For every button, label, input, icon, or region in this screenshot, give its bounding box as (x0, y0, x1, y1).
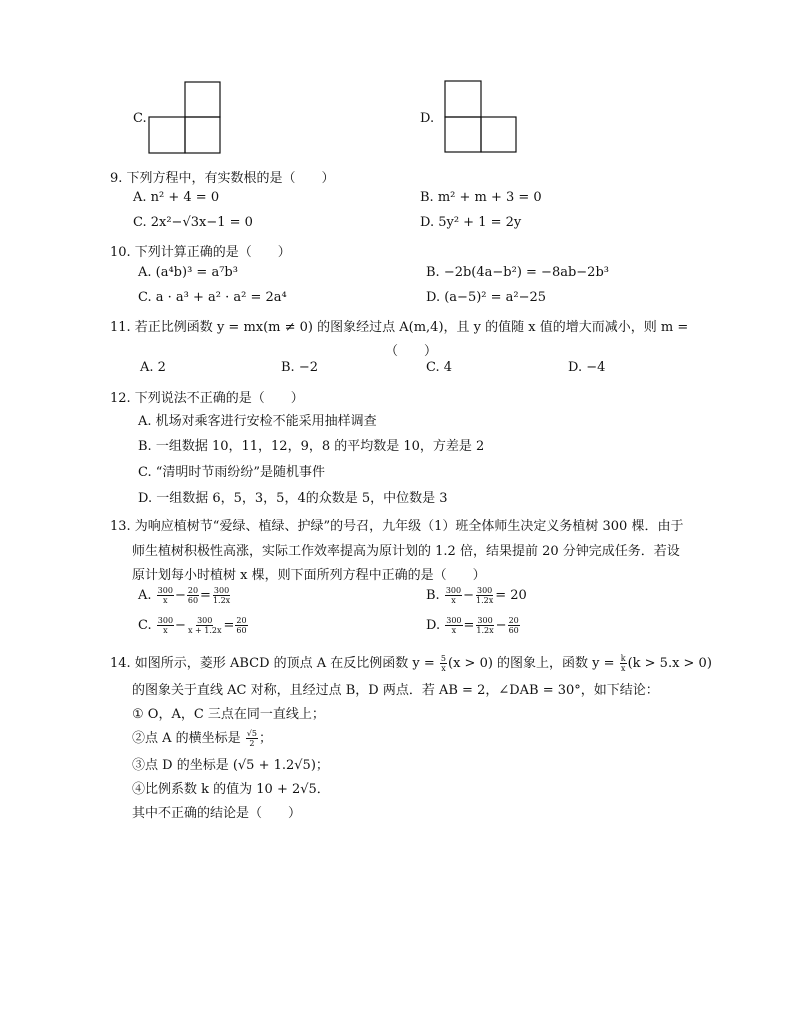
fraction: $\frac{20}{60}$ (508, 616, 519, 635)
q10-stem: 10. 下列计算正确的是（ ） (110, 245, 291, 260)
square (185, 82, 220, 117)
q12-stem: 12. 下列说法不正确的是（ ） (110, 391, 304, 406)
q14-conclusion-2: ②点 A 的横坐标是 $\frac{√5}{2}$ ； (132, 729, 272, 748)
q11-option-a: A. 2 (140, 360, 166, 375)
net-figure-c (148, 81, 222, 155)
q14-conclusion-4: ④比例系数 k 的值为 10 + 2√5． (132, 782, 330, 797)
fraction: $\frac{k}{x}$ (620, 654, 626, 673)
fraction: $\frac{5}{x}$ (440, 654, 447, 673)
q13-line-1: 13. 为响应植树节“爱绿、植绿、护绿”的号召，九年级（1）班全体师生决定义务植树 300 棵．由于 (110, 519, 684, 534)
square (481, 117, 516, 152)
fraction: $\frac{300}{x}$ (157, 586, 173, 605)
q11-option-d: D. −4 (568, 360, 606, 375)
q14-line-2: 的图象关于直线 AC 对称，且经过点 B，D 两点．若 AB = 2，∠DAB = 30°，如下结论： (132, 683, 659, 698)
q13-option-c: C. $\frac{300}{x}$ − $\frac{300}{x + 1.2x}$ = $\frac{20}{60}$ (138, 616, 247, 635)
q11-option-c: C. 4 (426, 360, 453, 375)
fraction: $\frac{20}{60}$ (236, 616, 247, 635)
fraction: $\frac{300}{x}$ (445, 586, 462, 605)
q14-line-1: 14. 如图所示，菱形 ABCD 的顶点 A 在反比例函数 y = $\frac{5}{x}$ (x > 0) 的图象上，函数 y = $\frac{k}{x}$ (k > 5.x > 0) (110, 654, 712, 673)
q13-option-a: A. $\frac{300}{x}$ − $\frac{20}{60}$ = $\frac{300}{1.2x}$ (138, 586, 231, 605)
net-figure-d (444, 80, 518, 154)
q9-stem: 9. 下列方程中，有实数根的是（ ） (110, 171, 335, 186)
square (445, 81, 481, 117)
fraction: $\frac{√5}{2}$ (246, 729, 257, 748)
option-c-label: C. (133, 111, 147, 126)
q12-option-b: B. 一组数据 10，11，12，9，8 的平均数是 10，方差是 2 (138, 439, 485, 454)
q14-conclusion-1: ① O，A，C 三点在同一直线上； (132, 707, 325, 722)
fraction: $\frac{300}{1.2x}$ (476, 586, 494, 605)
q10-option-d: D. (a−5)² = a²−25 (426, 290, 547, 305)
q11-option-b: B. −2 (281, 360, 318, 375)
option-d-label: D. (420, 111, 435, 126)
fraction: $\frac{300}{x}$ (446, 616, 462, 635)
q13-line-3: 原计划每小时植树 x 棵，则下面所列方程中正确的是（ ） (132, 568, 486, 583)
q12-option-a: A. 机场对乘客进行安检不能采用抽样调查 (138, 414, 377, 429)
q12-option-d: D. 一组数据 6，5，3，5，4的众数是 5，中位数是 3 (138, 491, 448, 506)
q11-stem: 11. 若正比例函数 y = mx(m ≠ 0) 的图象经过点 A(m,4)，且 y 的值随 x 值的增大而减小，则 m = (110, 320, 689, 335)
fraction: $\frac{20}{60}$ (187, 586, 199, 605)
fraction: $\frac{300}{1.2x}$ (212, 586, 231, 605)
q14-last-line: 其中不正确的结论是（ ） (132, 806, 302, 821)
q10-option-b: B. −2b(4a−b²) = −8ab−2b³ (426, 265, 609, 280)
square (445, 117, 481, 152)
fraction: $\frac{300}{x}$ (157, 616, 174, 635)
q13-option-b: B. $\frac{300}{x}$ − $\frac{300}{1.2x}$ = 20 (426, 586, 527, 605)
q14-conclusion-3: ③点 D 的坐标是 (√5 + 1.2√5)； (132, 758, 329, 773)
square (149, 117, 185, 153)
fraction: $\frac{300}{1.2x}$ (476, 616, 494, 635)
q9-option-a: A. n² + 4 = 0 (133, 190, 220, 205)
q11-paren: （ ） (385, 344, 438, 359)
q13-line-2: 师生植树积极性高涨，实际工作效率提高为原计划的 1.2 倍，结果提前 20 分钟完成任务．若设 (132, 544, 680, 559)
q10-option-c: C. a · a³ + a² · a² = 2a⁴ (138, 290, 287, 305)
fraction: $\frac{300}{x + 1.2x}$ (187, 616, 222, 635)
q9-option-c: C. 2x²−√3x−1 = 0 (133, 215, 253, 230)
square (185, 117, 220, 153)
q9-option-b: B. m² + m + 3 = 0 (420, 190, 542, 205)
q10-option-a: A. (a⁴b)³ = a⁷b³ (138, 265, 238, 280)
q13-option-d: D. $\frac{300}{x}$ = $\frac{300}{1.2x}$ − $\frac{20}{60}$ (426, 616, 519, 635)
q12-option-c: C. “清明时节雨纷纷”是随机事件 (138, 465, 326, 480)
q9-option-d: D. 5y² + 1 = 2y (420, 215, 522, 230)
